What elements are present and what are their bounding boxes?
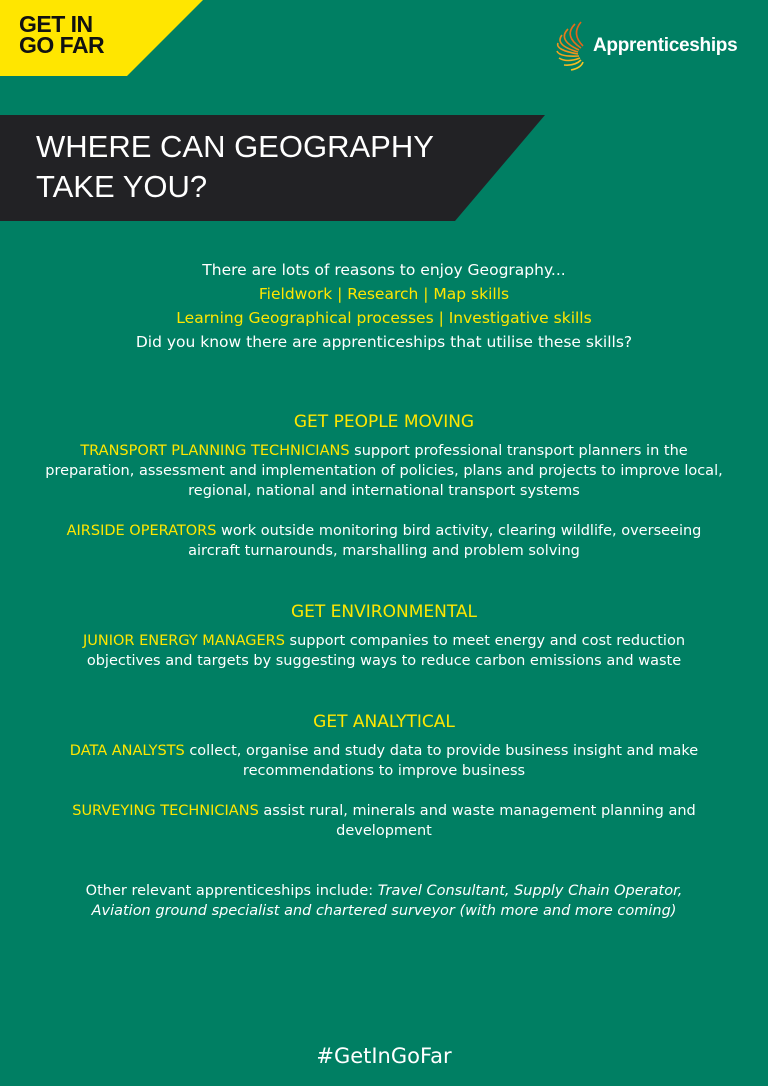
intro: There are lots of reasons to enjoy Geography... Fieldwork | Research | Map skills Learning Geographical processes | Investigative skills Did you know there are apprenticeships that utilise these skills? [135,261,633,351]
role-description: SURVEYING TECHNICIANS assist rural, minerals and waste management planning and development [72,803,696,839]
role-description: JUNIOR ENERGY MANAGERS support companies to meet energy and cost reduction objectives and targets by suggesting ways to reduce carbon emissions and waste [82,633,686,669]
page-title: WHERE CAN GEOGRAPHY TAKE YOU? [36,129,434,204]
other-apprenticeships: Other relevant apprenticeships include: Travel Consultant, Supply Chain Operator, Aviation ground specialist and chartered surveyor (with more and more coming) [85,883,683,919]
role-description: DATA ANALYSTS collect, organise and study data to provide business insight and make recommendations to improve business [69,743,699,779]
section-heading: GET PEOPLE MOVING [293,412,475,432]
role-description: TRANSPORT PLANNING TECHNICIANS support professional transport planners in the preparation, assessment and implementation of policies, plans and projects to improve local, regional, national and international transport systems [45,443,723,499]
section-heading: GET ANALYTICAL [313,712,455,732]
sunburst-icon [553,20,589,72]
hashtag: #GetInGoFar [316,1044,452,1068]
apprenticeships-logo: Apprenticeships [553,20,737,72]
badge-logo-text: GET IN GO FAR [19,11,105,58]
section-heading: GET ENVIRONMENTAL [290,602,477,622]
role-description: AIRSIDE OPERATORS work outside monitoring bird activity, clearing wildlife, overseeing aircraft turnarounds, marshalling and problem solving [66,523,702,559]
